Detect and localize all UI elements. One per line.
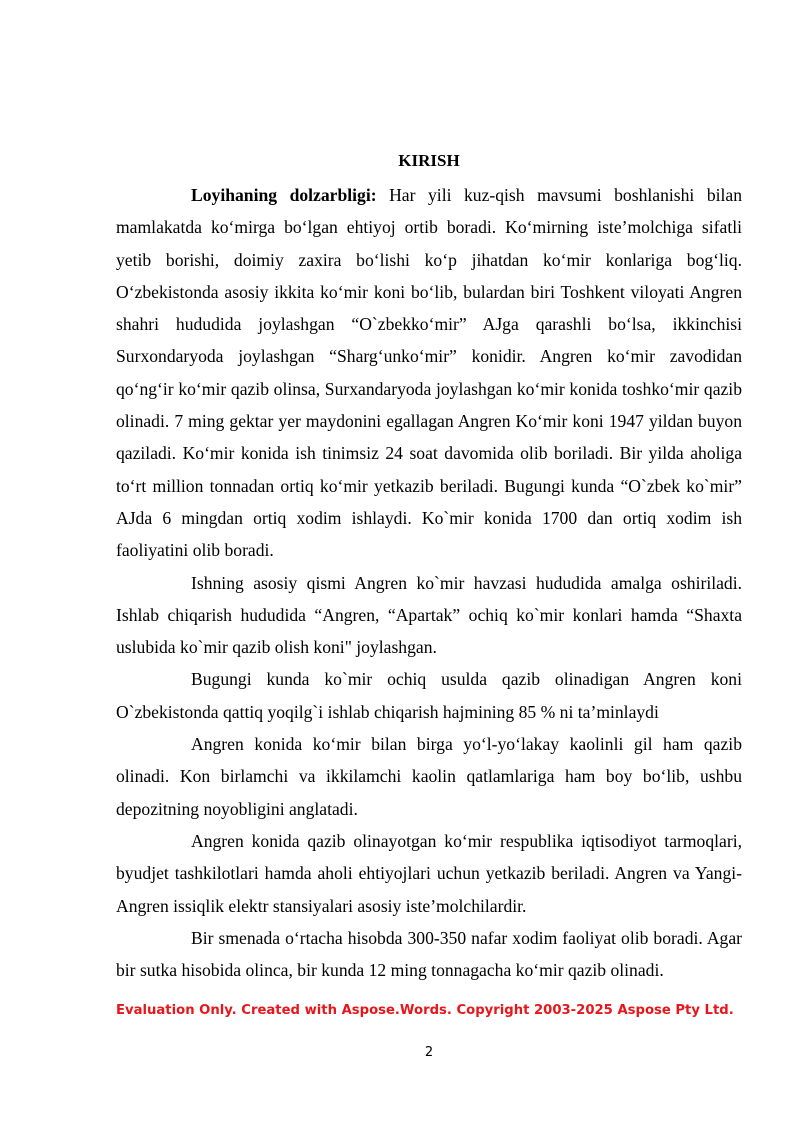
paragraph-1 (116, 179, 742, 567)
paragraph-2: Ishning asosiy qismi Angren ko`mir havzasi hududida amalga oshiriladi. Ishlab chiqarish hududida “Angren, “Apartak” ochiq ko`mir konlari hamda “Shaxta uslubida ko`mir qazib olish koni" joylashgan. (116, 572, 742, 658)
paragraph-1-text: Har yili kuz-qish mavsumi boshlanishi bilan mamlakatda ko‘mirga bo‘lgan ehtiyoj ortib boradi. Ko‘mirning iste’molchiga sifatli yetib borishi, doimiy zaxira bo‘lishi ko‘p jihatdan ko‘mir konlariga bog‘liq. O‘zbekistonda asosiy ikkita ko‘mir koni bo‘lib, bulardan biri Toshkent viloyati Angren shahri hududida joylashgan “O`zbekko‘mir” AJga qarashli bo‘lsa, ikkinchisi Surxondaryoda joylashgan “Sharg‘unko‘mir” konidir. Angren ko‘mir zavodidan qo‘ng‘ir ko‘mir qazib olinsa, Surxandaryoda joylashgan ko‘mir konida toshko‘mir qazib olinadi. 7 ming gektar yer maydonini egallagan Angren Ko‘mir koni 1947 yildan buyon qaziladi. Ko‘mir konida ish tinimsiz 24 soat davomida olib boriladi. Bir yilda aholiga to‘rt million tonnadan ortiq ko‘mir yetkazib beriladi. Bugungi kunda “O`zbek ko`mir” AJda 6 mingdan ortiq xodim ishlaydi. Ko`mir konida 1700 dan ortiq xodim ish faoliyatini olib boradi. (116, 185, 742, 561)
paragraph-5: Angren konida qazib olinayotgan ko‘mir respublika iqtisodiyot tarmoqlari, byudjet tashkilotlari hamda aholi ehtiyojlari uchun yetkazib beriladi. Angren va Yangi-Angren issiqlik elektr stansiyalari asosiy iste’molchilardir. (116, 830, 742, 916)
paragraph-4: Angren konida ko‘mir bilan birga yo‘l-yo‘lakay kaolinli gil ham qazib olinadi. Kon birlamchi va ikkilamchi kaolin qatlamlariga ham boy bo‘lib, ushbu depozitning noyobligini anglatadi. (116, 734, 742, 819)
paragraph-6: Bir smenada o‘rtacha hisobda 300-350 nafar xodim faoliyat olib boradi. Agar bir sutka hisobida olinca, bir kunda 12 ming tonnagacha ko‘mir qazib olinadi. (116, 927, 742, 981)
document-heading: KIRISH (398, 151, 460, 170)
page-number: 2 (424, 1045, 434, 1060)
paragraph-3: Bugungi kunda ko`mir ochiq usulda qazib olinadigan Angren koni O`zbekistonda qattiq yoqilg`i ishlab chiqarish hajmining 85 % ni ta’minlaydi (116, 669, 742, 722)
paragraph-1-lead: Loyihaning dolzarbligi: (191, 185, 377, 205)
document-body (116, 148, 742, 986)
evaluation-watermark: Evaluation Only. Created with Aspose.Words. Copyright 2003-2025 Aspose Pty Ltd. (116, 1003, 734, 1018)
